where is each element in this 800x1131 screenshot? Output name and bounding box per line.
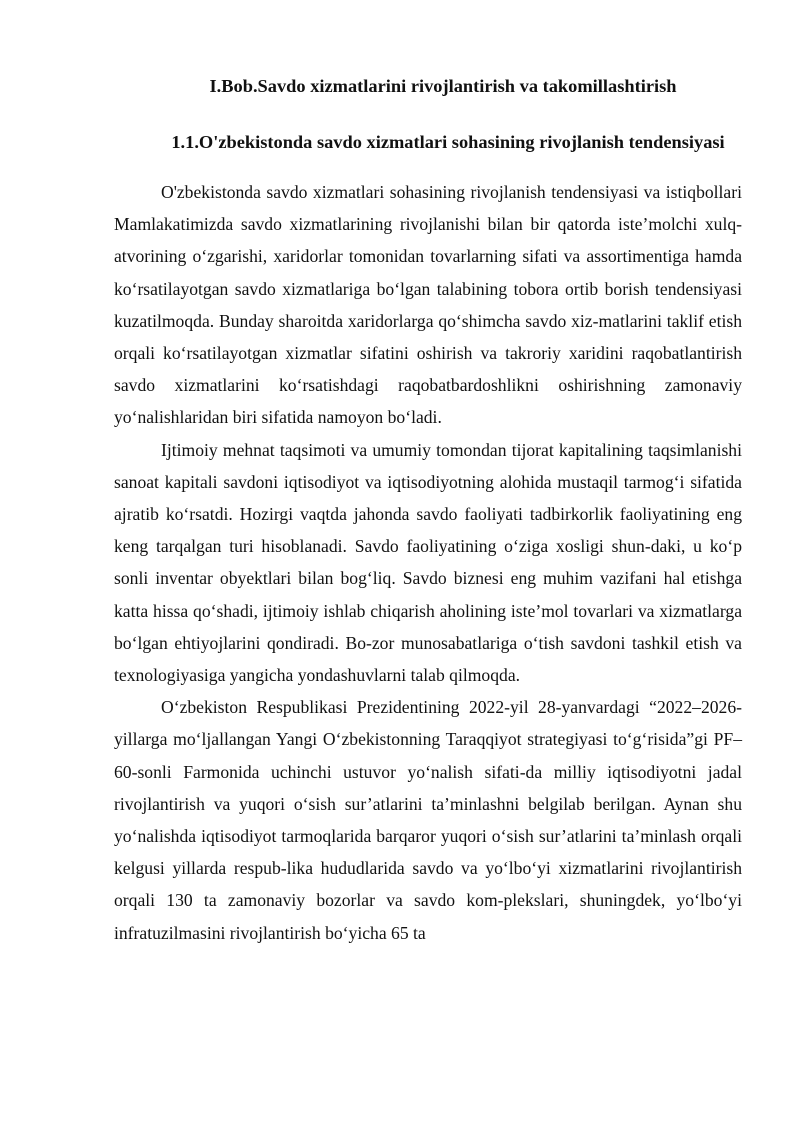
paragraph-3: O‘zbekiston Respublikasi Prezidentining 2022-yil 28-yanvardagi “2022–2026-yillarga mo‘ljallangan Yangi O‘zbekistonning Taraqqiyot strategiyasi to‘g‘risida”gi PF–60-sonli Farmonida uchinchi ustuvor yo‘nalish sifati-da milliy iqtisodiyotni jadal rivojlantirish va yuqori o‘sish sur’atlarini ta’minlashni belgilab berilgan. Aynan shu yo‘nalishda iqtisodiyot tarmoqlarida barqaror yuqori o‘sish sur’atlarini ta’minlash orqali kelgusi yillarda respub-lika hududlarida savdo va yo‘lbo‘yi xizmatlarini rivojlantirish orqali 130 ta zamonaviy bozorlar va savdo kom-plekslari, shuningdek, yo‘lbo‘yi infratuzilmasini rivojlantirish bo‘yicha 65 ta	[114, 697, 742, 943]
chapter-title: I.Bob.Savdo xizmatlarini rivojlantirish va takomillashtirish	[209, 76, 677, 96]
paragraph-1: O'zbekistonda savdo xizmatlari sohasining rivojlanish tendensiyasi va istiqbollari Mamlakatimizda savdo xizmatlarining rivojlanishi bilan bir qatorda iste’molchi xulq-atvorining o‘zgarishi, xaridorlar tomonidan tovarlarning sifati va assortimentiga hamda ko‘rsatilayotgan savdo xizmatlariga bo‘lgan talabining tobora ortib borish tendensiyasi kuzatilmoqda. Bunday sharoitda xaridorlarga qo‘shimcha savdo xiz-matlarini taklif etish orqali ko‘rsatilayotgan xizmatlar sifatini oshirish va takroriy xaridini raqobatlantirish savdo xizmatlarini ko‘rsatishdagi raqobatbardoshlikni oshirishning zamonaviy yo‘nalishlaridan biri sifatida namoyon bo‘ladi.	[114, 182, 742, 428]
section-title: 1.1.O'zbekistonda savdo xizmatlari sohasining rivojlanish tendensiyasi	[171, 132, 725, 152]
paragraph-2: Ijtimoiy mehnat taqsimoti va umumiy tomondan tijorat kapitalining taqsimlanishi sanoat kapitali savdoni iqtisodiyot va iqtisodiyotning alohida mustaqil tarmog‘i sifatida ajratib ko‘rsatdi. Hozirgi vaqtda jahonda savdo faoliyati tadbirkorlik faoliyatining eng keng tarqalgan turi hisoblanadi. Savdo faoliyatining o‘ziga xosligi shun-daki, u ko‘p sonli inventar obyektlari bilan bog‘liq. Savdo biznesi eng muhim vazifani hal etishga katta hissa qo‘shadi, ijtimoiy ishlab chiqarish aholining iste’mol tovarlari va xizmatlarga bo‘lgan ehtiyojlarini qondiradi. Bo-zor munosabatlariga o‘tish savdoni tashkil etish va texnologiyasiga yangicha yondashuvlarni talab qilmoqda.	[114, 439, 742, 686]
document-page	[114, 72, 742, 949]
